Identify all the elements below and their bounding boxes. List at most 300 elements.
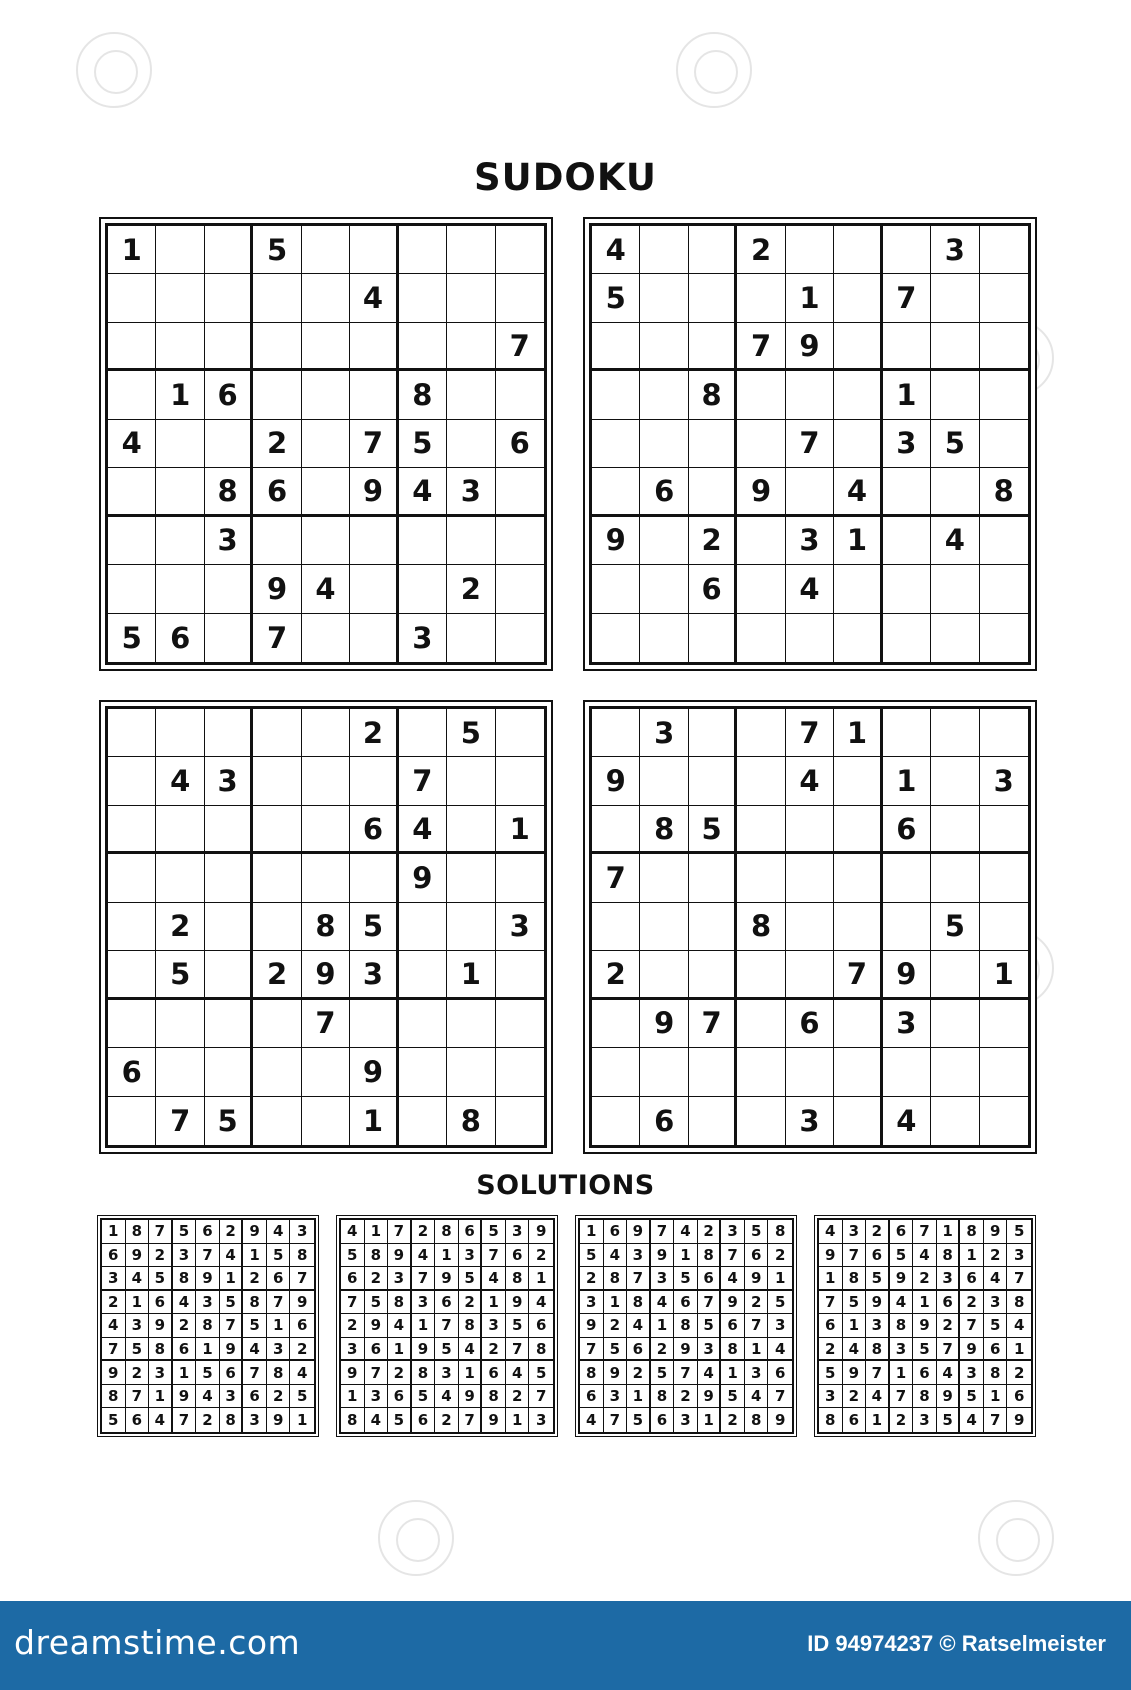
sudoku-cell[interactable]: 2	[253, 951, 301, 999]
sudoku-cell[interactable]: 6	[786, 1000, 834, 1048]
sudoku-cell[interactable]	[302, 806, 350, 854]
sudoku-cell[interactable]	[108, 1097, 156, 1145]
sudoku-cell[interactable]	[253, 1048, 301, 1096]
sudoku-cell[interactable]	[931, 709, 979, 757]
sudoku-cell[interactable]	[786, 1048, 834, 1096]
sudoku-cell[interactable]	[447, 1048, 495, 1096]
sudoku-cell[interactable]	[302, 1048, 350, 1096]
sudoku-cell[interactable]: 1	[496, 806, 544, 854]
sudoku-cell[interactable]	[156, 323, 204, 371]
sudoku-cell[interactable]: 7	[399, 757, 447, 805]
sudoku-cell[interactable]: 9	[253, 565, 301, 613]
sudoku-cell[interactable]	[980, 420, 1028, 468]
sudoku-cell[interactable]	[108, 854, 156, 902]
sudoku-cell[interactable]	[883, 226, 931, 274]
sudoku-cell[interactable]	[786, 951, 834, 999]
sudoku-cell[interactable]	[931, 614, 979, 662]
sudoku-cell[interactable]: 5	[592, 274, 640, 322]
sudoku-cell[interactable]	[786, 468, 834, 516]
sudoku-cell[interactable]: 8	[640, 806, 688, 854]
sudoku-cell[interactable]: 2	[689, 517, 737, 565]
sudoku-cell[interactable]: 3	[640, 709, 688, 757]
sudoku-cell[interactable]	[834, 1000, 882, 1048]
sudoku-cell[interactable]: 9	[350, 468, 398, 516]
sudoku-cell[interactable]: 3	[980, 757, 1028, 805]
sudoku-cell[interactable]: 8	[737, 903, 785, 951]
sudoku-cell[interactable]	[980, 274, 1028, 322]
sudoku-cell[interactable]: 6	[640, 1097, 688, 1145]
sudoku-cell[interactable]	[253, 517, 301, 565]
sudoku-cell[interactable]	[931, 468, 979, 516]
sudoku-cell[interactable]: 7	[689, 1000, 737, 1048]
sudoku-cell[interactable]: 1	[883, 757, 931, 805]
sudoku-cell[interactable]: 2	[253, 420, 301, 468]
sudoku-cell[interactable]: 7	[737, 323, 785, 371]
sudoku-cell[interactable]	[640, 371, 688, 419]
sudoku-cell[interactable]	[689, 709, 737, 757]
sudoku-cell[interactable]: 3	[883, 420, 931, 468]
sudoku-cell[interactable]: 4	[302, 565, 350, 613]
sudoku-cell[interactable]	[447, 323, 495, 371]
sudoku-cell[interactable]: 5	[447, 709, 495, 757]
sudoku-cell[interactable]: 4	[156, 757, 204, 805]
sudoku-cell[interactable]: 3	[399, 614, 447, 662]
sudoku-cell[interactable]: 3	[786, 1097, 834, 1145]
brand-logo-text[interactable]: dreamstime.com	[14, 1623, 301, 1662]
sudoku-cell[interactable]	[496, 1048, 544, 1096]
sudoku-cell[interactable]	[592, 903, 640, 951]
sudoku-cell[interactable]	[399, 1000, 447, 1048]
sudoku-cell[interactable]	[931, 371, 979, 419]
sudoku-cell[interactable]: 7	[834, 951, 882, 999]
sudoku-cell[interactable]	[399, 274, 447, 322]
sudoku-cell[interactable]: 3	[496, 903, 544, 951]
sudoku-cell[interactable]	[640, 614, 688, 662]
sudoku-cell[interactable]	[689, 854, 737, 902]
sudoku-cell[interactable]	[980, 323, 1028, 371]
sudoku-cell[interactable]	[496, 468, 544, 516]
sudoku-cell[interactable]	[689, 323, 737, 371]
sudoku-cell[interactable]	[980, 226, 1028, 274]
sudoku-cell[interactable]	[108, 274, 156, 322]
sudoku-cell[interactable]	[350, 517, 398, 565]
sudoku-cell[interactable]	[689, 614, 737, 662]
sudoku-cell[interactable]	[253, 371, 301, 419]
sudoku-cell[interactable]: 9	[592, 517, 640, 565]
sudoku-cell[interactable]: 2	[447, 565, 495, 613]
sudoku-cell[interactable]: 6	[205, 371, 253, 419]
sudoku-cell[interactable]	[253, 903, 301, 951]
sudoku-cell[interactable]	[496, 951, 544, 999]
sudoku-cell[interactable]	[108, 951, 156, 999]
sudoku-cell[interactable]	[205, 806, 253, 854]
sudoku-cell[interactable]: 5	[350, 903, 398, 951]
sudoku-cell[interactable]: 9	[302, 951, 350, 999]
sudoku-cell[interactable]: 2	[156, 903, 204, 951]
sudoku-cell[interactable]	[689, 420, 737, 468]
sudoku-cell[interactable]: 9	[883, 951, 931, 999]
sudoku-cell[interactable]	[496, 614, 544, 662]
sudoku-cell[interactable]	[883, 565, 931, 613]
sudoku-cell[interactable]	[980, 1097, 1028, 1145]
sudoku-cell[interactable]	[399, 1048, 447, 1096]
sudoku-cell[interactable]	[350, 1000, 398, 1048]
sudoku-cell[interactable]: 9	[592, 757, 640, 805]
sudoku-cell[interactable]: 7	[496, 323, 544, 371]
sudoku-cell[interactable]	[834, 371, 882, 419]
sudoku-cell[interactable]	[399, 517, 447, 565]
sudoku-cell[interactable]	[350, 854, 398, 902]
sudoku-cell[interactable]: 4	[108, 420, 156, 468]
sudoku-cell[interactable]	[156, 468, 204, 516]
sudoku-cell[interactable]: 1	[350, 1097, 398, 1145]
sudoku-cell[interactable]	[205, 1048, 253, 1096]
sudoku-cell[interactable]	[156, 806, 204, 854]
sudoku-cell[interactable]: 5	[205, 1097, 253, 1145]
sudoku-cell[interactable]	[205, 226, 253, 274]
sudoku-cell[interactable]: 8	[980, 468, 1028, 516]
sudoku-cell[interactable]	[737, 709, 785, 757]
sudoku-cell[interactable]	[447, 806, 495, 854]
sudoku-cell[interactable]: 9	[640, 1000, 688, 1048]
sudoku-cell[interactable]	[496, 709, 544, 757]
sudoku-cell[interactable]	[350, 757, 398, 805]
sudoku-cell[interactable]	[302, 420, 350, 468]
sudoku-cell[interactable]	[253, 709, 301, 757]
sudoku-cell[interactable]	[786, 903, 834, 951]
sudoku-cell[interactable]	[253, 757, 301, 805]
sudoku-cell[interactable]	[737, 371, 785, 419]
sudoku-cell[interactable]	[786, 806, 834, 854]
sudoku-cell[interactable]	[205, 565, 253, 613]
sudoku-cell[interactable]	[689, 1097, 737, 1145]
sudoku-cell[interactable]	[640, 903, 688, 951]
sudoku-cell[interactable]	[786, 226, 834, 274]
sudoku-cell[interactable]: 8	[205, 468, 253, 516]
sudoku-cell[interactable]	[737, 274, 785, 322]
sudoku-cell[interactable]: 4	[786, 757, 834, 805]
sudoku-cell[interactable]	[253, 323, 301, 371]
sudoku-cell[interactable]	[496, 757, 544, 805]
sudoku-cell[interactable]	[931, 951, 979, 999]
sudoku-cell[interactable]	[834, 614, 882, 662]
sudoku-cell[interactable]	[980, 517, 1028, 565]
sudoku-cell[interactable]	[980, 709, 1028, 757]
sudoku-cell[interactable]	[834, 1097, 882, 1145]
sudoku-cell[interactable]	[640, 1048, 688, 1096]
sudoku-cell[interactable]	[108, 371, 156, 419]
sudoku-cell[interactable]: 5	[156, 951, 204, 999]
sudoku-cell[interactable]	[737, 565, 785, 613]
sudoku-cell[interactable]	[931, 854, 979, 902]
sudoku-cell[interactable]: 6	[108, 1048, 156, 1096]
sudoku-cell[interactable]	[156, 420, 204, 468]
sudoku-cell[interactable]	[931, 274, 979, 322]
sudoku-cell[interactable]: 5	[108, 614, 156, 662]
sudoku-cell[interactable]: 9	[737, 468, 785, 516]
sudoku-cell[interactable]	[108, 1000, 156, 1048]
sudoku-cell[interactable]: 4	[592, 226, 640, 274]
sudoku-cell[interactable]	[883, 323, 931, 371]
sudoku-cell[interactable]	[205, 903, 253, 951]
sudoku-cell[interactable]: 6	[496, 420, 544, 468]
sudoku-cell[interactable]: 5	[253, 226, 301, 274]
sudoku-cell[interactable]: 8	[689, 371, 737, 419]
sudoku-cell[interactable]: 6	[350, 806, 398, 854]
sudoku-cell[interactable]	[980, 614, 1028, 662]
sudoku-cell[interactable]	[640, 565, 688, 613]
sudoku-cell[interactable]	[108, 468, 156, 516]
sudoku-cell[interactable]	[156, 1000, 204, 1048]
sudoku-cell[interactable]	[689, 1048, 737, 1096]
sudoku-cell[interactable]	[689, 757, 737, 805]
sudoku-cell[interactable]: 7	[883, 274, 931, 322]
sudoku-cell[interactable]	[737, 854, 785, 902]
sudoku-cell[interactable]	[302, 226, 350, 274]
sudoku-cell[interactable]: 7	[302, 1000, 350, 1048]
sudoku-cell[interactable]	[834, 226, 882, 274]
sudoku-cell[interactable]: 4	[834, 468, 882, 516]
sudoku-cell[interactable]: 5	[931, 420, 979, 468]
sudoku-cell[interactable]: 3	[205, 757, 253, 805]
sudoku-cell[interactable]	[205, 420, 253, 468]
sudoku-cell[interactable]: 6	[689, 565, 737, 613]
sudoku-cell[interactable]	[834, 274, 882, 322]
sudoku-cell[interactable]	[156, 1048, 204, 1096]
sudoku-cell[interactable]	[350, 323, 398, 371]
sudoku-cell[interactable]	[883, 903, 931, 951]
sudoku-cell[interactable]	[302, 709, 350, 757]
sudoku-cell[interactable]	[496, 274, 544, 322]
sudoku-cell[interactable]	[640, 226, 688, 274]
sudoku-cell[interactable]	[931, 1048, 979, 1096]
sudoku-cell[interactable]	[689, 951, 737, 999]
sudoku-cell[interactable]	[640, 951, 688, 999]
sudoku-cell[interactable]	[931, 565, 979, 613]
sudoku-cell[interactable]	[931, 757, 979, 805]
sudoku-cell[interactable]	[253, 274, 301, 322]
sudoku-cell[interactable]	[980, 1048, 1028, 1096]
sudoku-cell[interactable]	[108, 757, 156, 805]
sudoku-cell[interactable]: 2	[592, 951, 640, 999]
sudoku-cell[interactable]	[399, 709, 447, 757]
sudoku-cell[interactable]	[592, 709, 640, 757]
sudoku-cell[interactable]: 8	[447, 1097, 495, 1145]
sudoku-cell[interactable]	[447, 517, 495, 565]
sudoku-cell[interactable]	[496, 854, 544, 902]
sudoku-cell[interactable]	[689, 274, 737, 322]
sudoku-cell[interactable]	[883, 854, 931, 902]
sudoku-cell[interactable]: 5	[931, 903, 979, 951]
sudoku-cell[interactable]	[931, 323, 979, 371]
sudoku-cell[interactable]	[883, 468, 931, 516]
sudoku-cell[interactable]	[689, 468, 737, 516]
sudoku-cell[interactable]: 4	[399, 806, 447, 854]
sudoku-cell[interactable]: 2	[350, 709, 398, 757]
sudoku-cell[interactable]	[205, 1000, 253, 1048]
sudoku-cell[interactable]	[156, 274, 204, 322]
sudoku-cell[interactable]: 1	[883, 371, 931, 419]
sudoku-cell[interactable]: 6	[253, 468, 301, 516]
sudoku-cell[interactable]	[737, 420, 785, 468]
sudoku-cell[interactable]	[108, 806, 156, 854]
sudoku-cell[interactable]	[834, 903, 882, 951]
sudoku-cell[interactable]	[447, 274, 495, 322]
sudoku-cell[interactable]	[253, 854, 301, 902]
sudoku-cell[interactable]	[205, 614, 253, 662]
sudoku-cell[interactable]	[883, 517, 931, 565]
sudoku-cell[interactable]	[980, 371, 1028, 419]
sudoku-cell[interactable]	[156, 226, 204, 274]
sudoku-cell[interactable]	[253, 806, 301, 854]
sudoku-cell[interactable]	[399, 323, 447, 371]
sudoku-cell[interactable]	[496, 1000, 544, 1048]
sudoku-cell[interactable]: 4	[350, 274, 398, 322]
sudoku-cell[interactable]	[302, 1097, 350, 1145]
sudoku-cell[interactable]	[108, 517, 156, 565]
sudoku-cell[interactable]: 6	[640, 468, 688, 516]
sudoku-cell[interactable]	[980, 903, 1028, 951]
sudoku-cell[interactable]	[931, 806, 979, 854]
sudoku-cell[interactable]: 1	[834, 709, 882, 757]
sudoku-cell[interactable]	[205, 854, 253, 902]
sudoku-cell[interactable]	[302, 854, 350, 902]
sudoku-cell[interactable]	[350, 614, 398, 662]
sudoku-cell[interactable]	[350, 565, 398, 613]
sudoku-cell[interactable]: 4	[931, 517, 979, 565]
sudoku-cell[interactable]	[980, 1000, 1028, 1048]
sudoku-cell[interactable]	[883, 1048, 931, 1096]
sudoku-cell[interactable]: 8	[399, 371, 447, 419]
sudoku-cell[interactable]	[399, 1097, 447, 1145]
sudoku-cell[interactable]	[737, 1000, 785, 1048]
sudoku-cell[interactable]	[592, 468, 640, 516]
sudoku-cell[interactable]	[883, 614, 931, 662]
sudoku-cell[interactable]	[980, 854, 1028, 902]
sudoku-cell[interactable]	[156, 709, 204, 757]
sudoku-cell[interactable]	[592, 614, 640, 662]
sudoku-cell[interactable]	[447, 614, 495, 662]
sudoku-cell[interactable]	[447, 420, 495, 468]
sudoku-cell[interactable]: 7	[253, 614, 301, 662]
sudoku-cell[interactable]	[883, 709, 931, 757]
sudoku-cell[interactable]	[834, 757, 882, 805]
sudoku-cell[interactable]: 7	[350, 420, 398, 468]
sudoku-cell[interactable]	[592, 1048, 640, 1096]
sudoku-cell[interactable]	[156, 854, 204, 902]
sudoku-cell[interactable]	[737, 806, 785, 854]
sudoku-cell[interactable]: 6	[883, 806, 931, 854]
sudoku-cell[interactable]	[640, 757, 688, 805]
sudoku-cell[interactable]: 1	[980, 951, 1028, 999]
sudoku-cell[interactable]	[447, 1000, 495, 1048]
sudoku-cell[interactable]	[592, 565, 640, 613]
sudoku-cell[interactable]: 5	[399, 420, 447, 468]
sudoku-cell[interactable]: 6	[156, 614, 204, 662]
sudoku-cell[interactable]: 1	[786, 274, 834, 322]
sudoku-cell[interactable]	[447, 854, 495, 902]
sudoku-cell[interactable]	[156, 517, 204, 565]
sudoku-cell[interactable]	[205, 323, 253, 371]
sudoku-cell[interactable]: 4	[786, 565, 834, 613]
sudoku-cell[interactable]: 7	[592, 854, 640, 902]
sudoku-cell[interactable]: 9	[399, 854, 447, 902]
sudoku-cell[interactable]: 1	[108, 226, 156, 274]
sudoku-cell[interactable]	[640, 517, 688, 565]
sudoku-cell[interactable]	[786, 371, 834, 419]
sudoku-cell[interactable]	[302, 614, 350, 662]
sudoku-cell[interactable]	[496, 226, 544, 274]
sudoku-cell[interactable]	[980, 565, 1028, 613]
sudoku-cell[interactable]: 9	[786, 323, 834, 371]
sudoku-cell[interactable]	[205, 274, 253, 322]
sudoku-cell[interactable]: 9	[350, 1048, 398, 1096]
sudoku-cell[interactable]	[496, 565, 544, 613]
sudoku-cell[interactable]	[350, 371, 398, 419]
sudoku-cell[interactable]: 7	[156, 1097, 204, 1145]
sudoku-cell[interactable]: 7	[786, 420, 834, 468]
sudoku-cell[interactable]	[931, 1000, 979, 1048]
sudoku-cell[interactable]	[737, 757, 785, 805]
sudoku-cell[interactable]	[737, 951, 785, 999]
sudoku-cell[interactable]	[592, 323, 640, 371]
sudoku-cell[interactable]	[834, 420, 882, 468]
sudoku-cell[interactable]: 4	[883, 1097, 931, 1145]
sudoku-cell[interactable]	[302, 323, 350, 371]
sudoku-cell[interactable]	[737, 1097, 785, 1145]
sudoku-cell[interactable]: 3	[447, 468, 495, 516]
sudoku-cell[interactable]	[108, 903, 156, 951]
sudoku-cell[interactable]: 2	[737, 226, 785, 274]
sudoku-cell[interactable]	[786, 854, 834, 902]
sudoku-cell[interactable]: 3	[883, 1000, 931, 1048]
sudoku-cell[interactable]	[592, 1097, 640, 1145]
sudoku-cell[interactable]	[640, 274, 688, 322]
sudoku-cell[interactable]: 1	[156, 371, 204, 419]
sudoku-cell[interactable]	[737, 1048, 785, 1096]
sudoku-cell[interactable]: 3	[786, 517, 834, 565]
sudoku-cell[interactable]	[834, 1048, 882, 1096]
sudoku-cell[interactable]	[399, 226, 447, 274]
sudoku-cell[interactable]	[737, 517, 785, 565]
sudoku-cell[interactable]	[302, 274, 350, 322]
sudoku-cell[interactable]	[737, 614, 785, 662]
sudoku-cell[interactable]	[640, 323, 688, 371]
sudoku-cell[interactable]	[447, 371, 495, 419]
sudoku-cell[interactable]	[834, 323, 882, 371]
sudoku-cell[interactable]: 7	[786, 709, 834, 757]
sudoku-cell[interactable]	[980, 806, 1028, 854]
sudoku-cell[interactable]	[108, 709, 156, 757]
sudoku-cell[interactable]	[447, 226, 495, 274]
sudoku-cell[interactable]	[399, 903, 447, 951]
sudoku-cell[interactable]	[302, 757, 350, 805]
sudoku-cell[interactable]	[689, 903, 737, 951]
sudoku-cell[interactable]	[786, 614, 834, 662]
sudoku-cell[interactable]	[931, 1097, 979, 1145]
sudoku-cell[interactable]	[640, 854, 688, 902]
sudoku-cell[interactable]	[834, 806, 882, 854]
sudoku-cell[interactable]	[205, 951, 253, 999]
sudoku-cell[interactable]	[640, 420, 688, 468]
sudoku-cell[interactable]: 5	[689, 806, 737, 854]
sudoku-cell[interactable]	[447, 903, 495, 951]
sudoku-cell[interactable]	[108, 565, 156, 613]
sudoku-cell[interactable]	[834, 854, 882, 902]
sudoku-cell[interactable]	[302, 468, 350, 516]
sudoku-cell[interactable]	[496, 371, 544, 419]
sudoku-cell[interactable]	[834, 565, 882, 613]
